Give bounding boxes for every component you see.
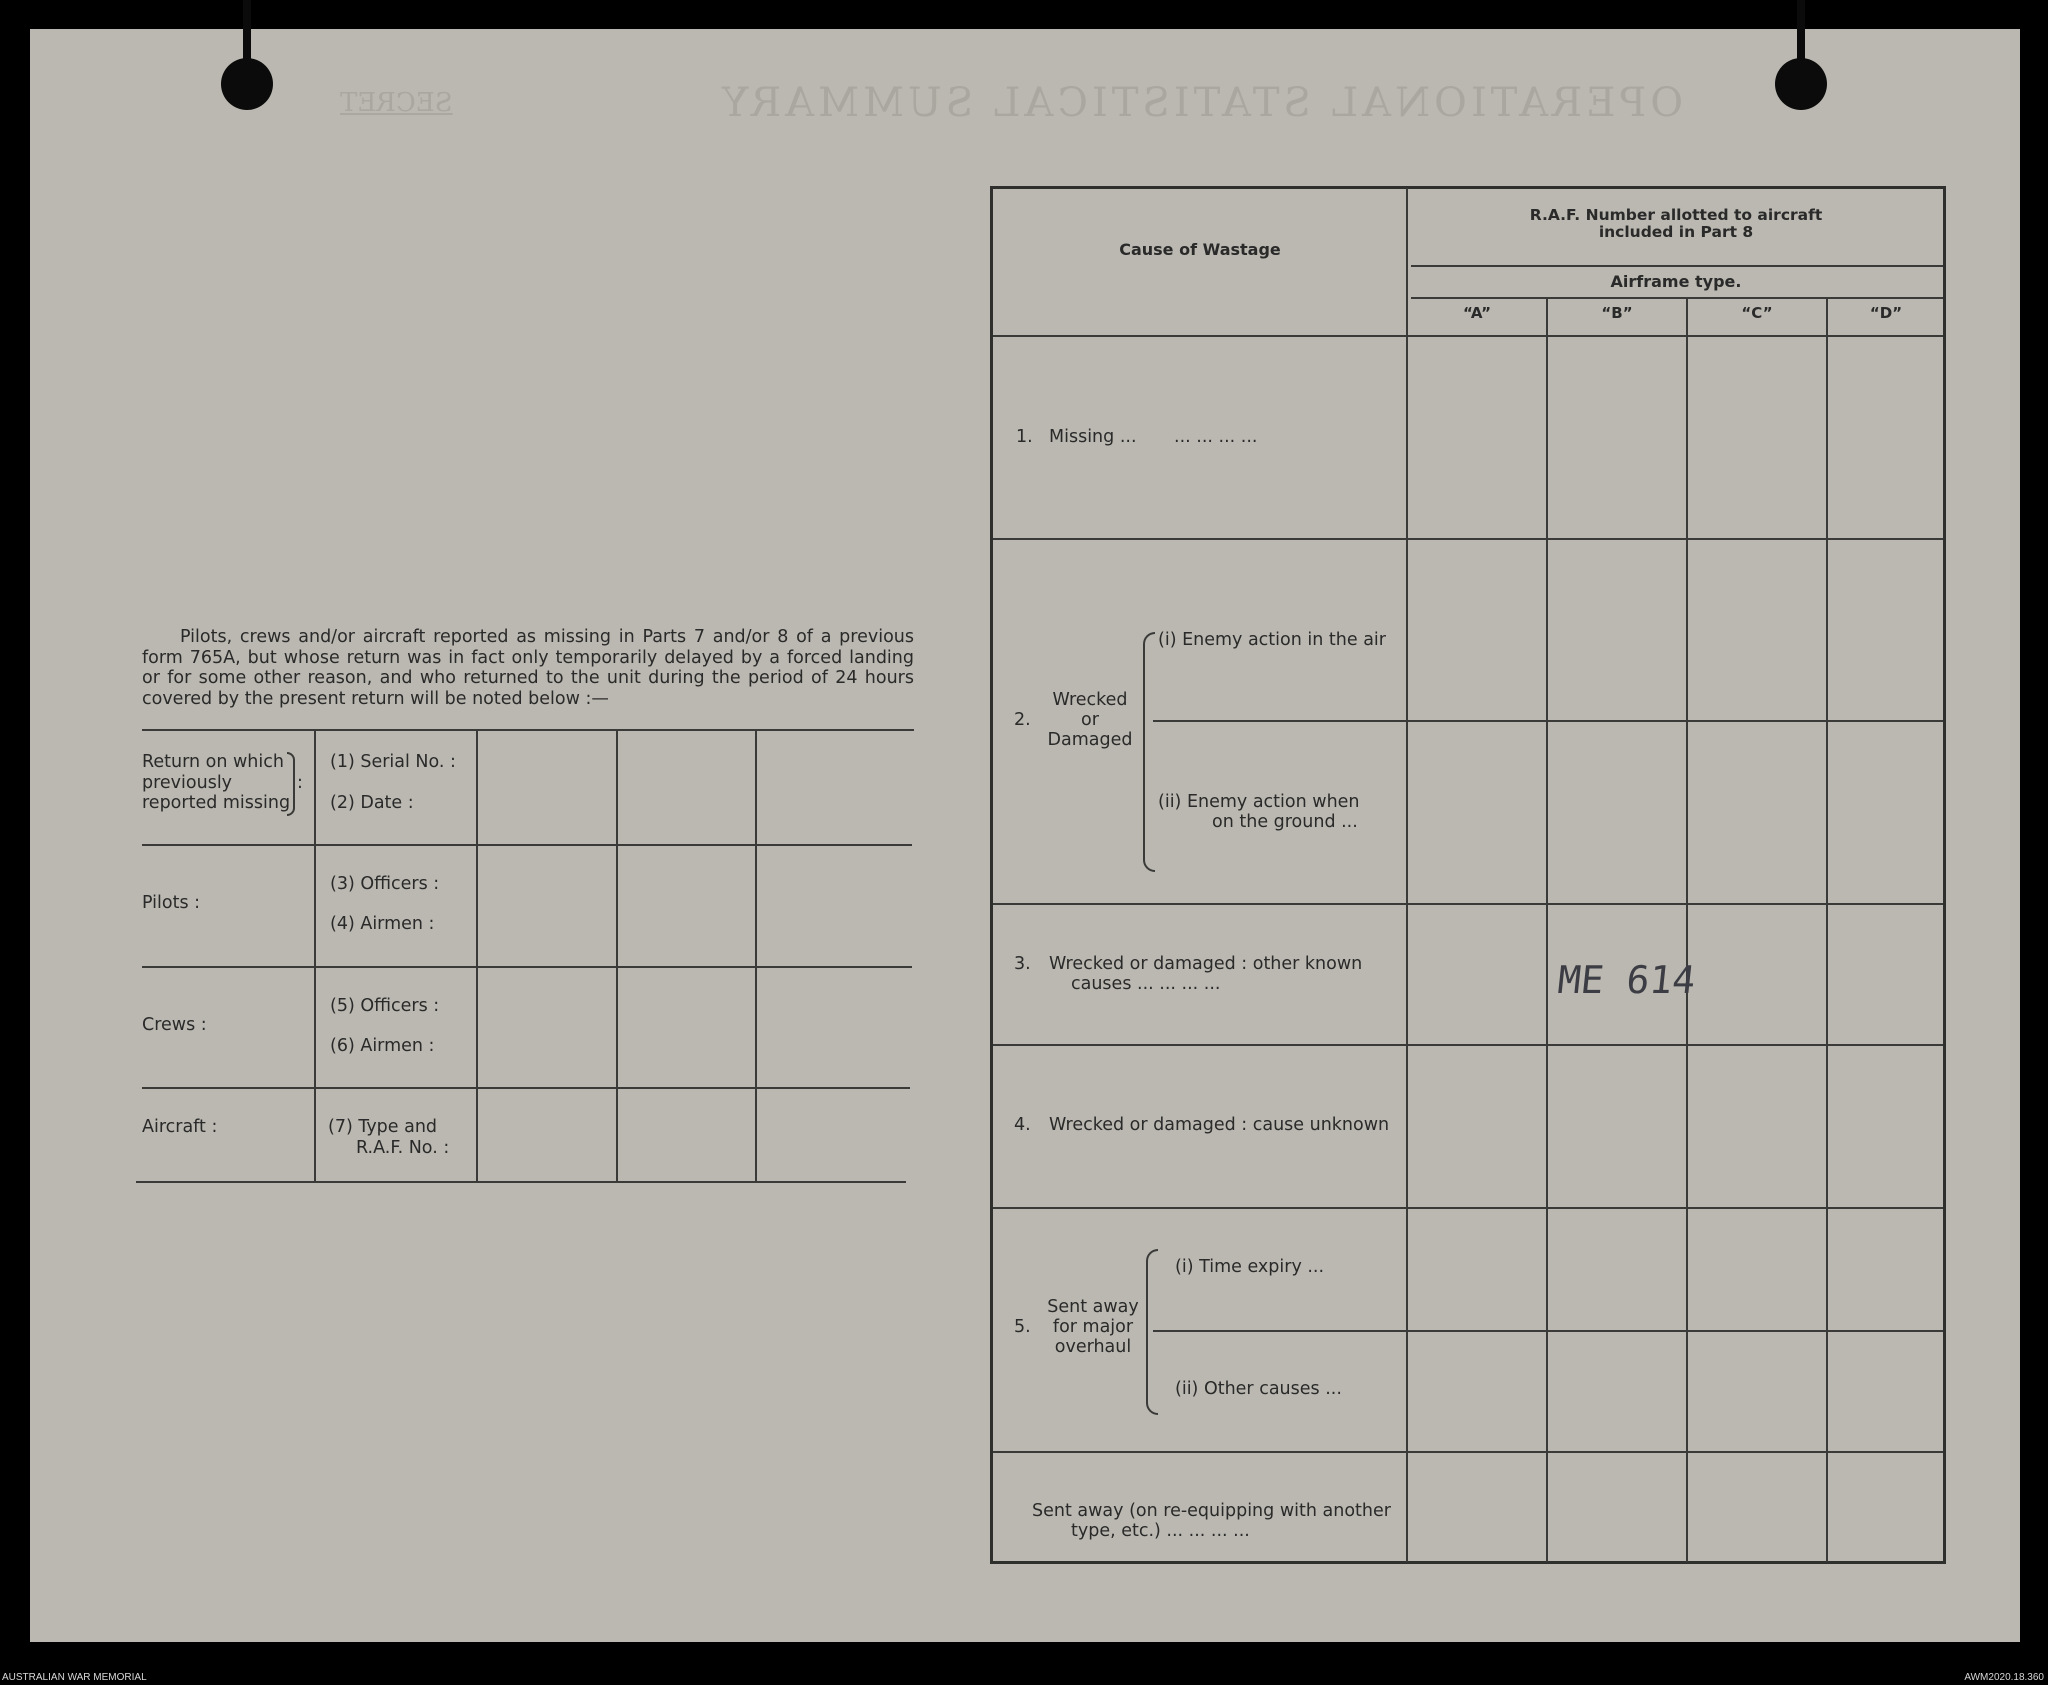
footer-left: AUSTRALIAN WAR MEMORIAL bbox=[2, 1672, 147, 1683]
row2-sub-b-line2: on the ground ... bbox=[1212, 812, 1358, 832]
row3-line1: Wrecked or damaged : other known bbox=[1049, 954, 1363, 974]
brace-row2 bbox=[1143, 632, 1155, 872]
label-crews: Crews : bbox=[142, 1015, 207, 1035]
item-raf-no: R.A.F. No. : bbox=[356, 1138, 450, 1158]
item-pilots-officers: (3) Officers : bbox=[330, 874, 440, 894]
row4-num: 4. bbox=[1014, 1115, 1031, 1135]
intro-paragraph: Pilots, crews and/or aircraft reported as missing in Parts 7 and/or 8 of a previous form 765A, but whose return was in fact only temporarily delayed by a forced landing or for some other reason, and who returned to the unit during the period of 24 hours covered by the present return will be noted below :— bbox=[142, 627, 914, 709]
row3-line2: causes ... ... ... ... bbox=[1071, 974, 1221, 994]
header-cause: Cause of Wastage bbox=[1119, 240, 1281, 259]
punch-hole-left bbox=[221, 58, 273, 110]
item-type-and: (7) Type and bbox=[328, 1117, 438, 1137]
row5-sub-b: (ii) Other causes ... bbox=[1175, 1379, 1342, 1399]
label-return-colon: : bbox=[297, 773, 303, 793]
label-aircraft: Aircraft : bbox=[142, 1117, 218, 1137]
row2-label-3: Damaged bbox=[1047, 730, 1133, 750]
row2-sub-a: (i) Enemy action in the air bbox=[1158, 630, 1386, 650]
row2-label-1: Wrecked bbox=[1052, 690, 1128, 710]
row5-label-2: for major bbox=[1052, 1317, 1134, 1337]
item-crews-airmen: (6) Airmen : bbox=[330, 1036, 435, 1056]
header-raf-line2: included in Part 8 bbox=[1598, 223, 1754, 241]
row6-line1: Sent away (on re-equipping with another bbox=[1032, 1501, 1391, 1521]
row3-num: 3. bbox=[1014, 954, 1031, 974]
row5-sub-a: (i) Time expiry ... bbox=[1175, 1257, 1325, 1277]
handwritten-me614: ME 614 bbox=[1555, 958, 1698, 1002]
row2-label-2: or bbox=[1081, 710, 1099, 730]
item-serial-no: (1) Serial No. : bbox=[330, 752, 456, 772]
row4-text: Wrecked or damaged : cause unknown bbox=[1049, 1115, 1390, 1135]
row1-num: 1. bbox=[1016, 427, 1033, 447]
label-return-line3: reported missing bbox=[142, 793, 291, 813]
item-date: (2) Date : bbox=[330, 793, 414, 813]
header-raf-line1: R.A.F. Number allotted to aircraft bbox=[1529, 206, 1823, 224]
punch-hole-right bbox=[1775, 58, 1827, 110]
col-d: “D” bbox=[1869, 304, 1903, 322]
label-return-line2: previously bbox=[142, 773, 233, 793]
row1-text: Missing ... bbox=[1049, 427, 1137, 447]
row1-dots: ... ... ... ... bbox=[1174, 427, 1258, 447]
footer-right: AWM2020.18.360 bbox=[1964, 1672, 2044, 1683]
row2-sub-b-line1: (ii) Enemy action when bbox=[1158, 792, 1360, 812]
label-pilots: Pilots : bbox=[142, 893, 201, 913]
label-return-line1: Return on which bbox=[142, 752, 284, 772]
item-pilots-airmen: (4) Airmen : bbox=[330, 914, 435, 934]
row2-num: 2. bbox=[1014, 710, 1031, 730]
col-b: “B” bbox=[1601, 304, 1633, 322]
row5-num: 5. bbox=[1014, 1317, 1031, 1337]
header-airframe: Airframe type. bbox=[1610, 272, 1742, 291]
brace-row5 bbox=[1146, 1249, 1158, 1415]
ghost-secret: SECRET bbox=[340, 88, 453, 118]
item-crews-officers: (5) Officers : bbox=[330, 996, 440, 1016]
col-c: “C” bbox=[1741, 304, 1773, 322]
row6-line2: type, etc.) ... ... ... ... bbox=[1071, 1521, 1250, 1541]
row5-label-1: Sent away bbox=[1047, 1297, 1139, 1317]
row5-label-3: overhaul bbox=[1054, 1337, 1132, 1357]
brace-return bbox=[287, 752, 295, 816]
col-a: “A” bbox=[1462, 304, 1491, 322]
ghost-title: OPERATIONAL STATISTICAL SUMMARY bbox=[718, 80, 1684, 126]
